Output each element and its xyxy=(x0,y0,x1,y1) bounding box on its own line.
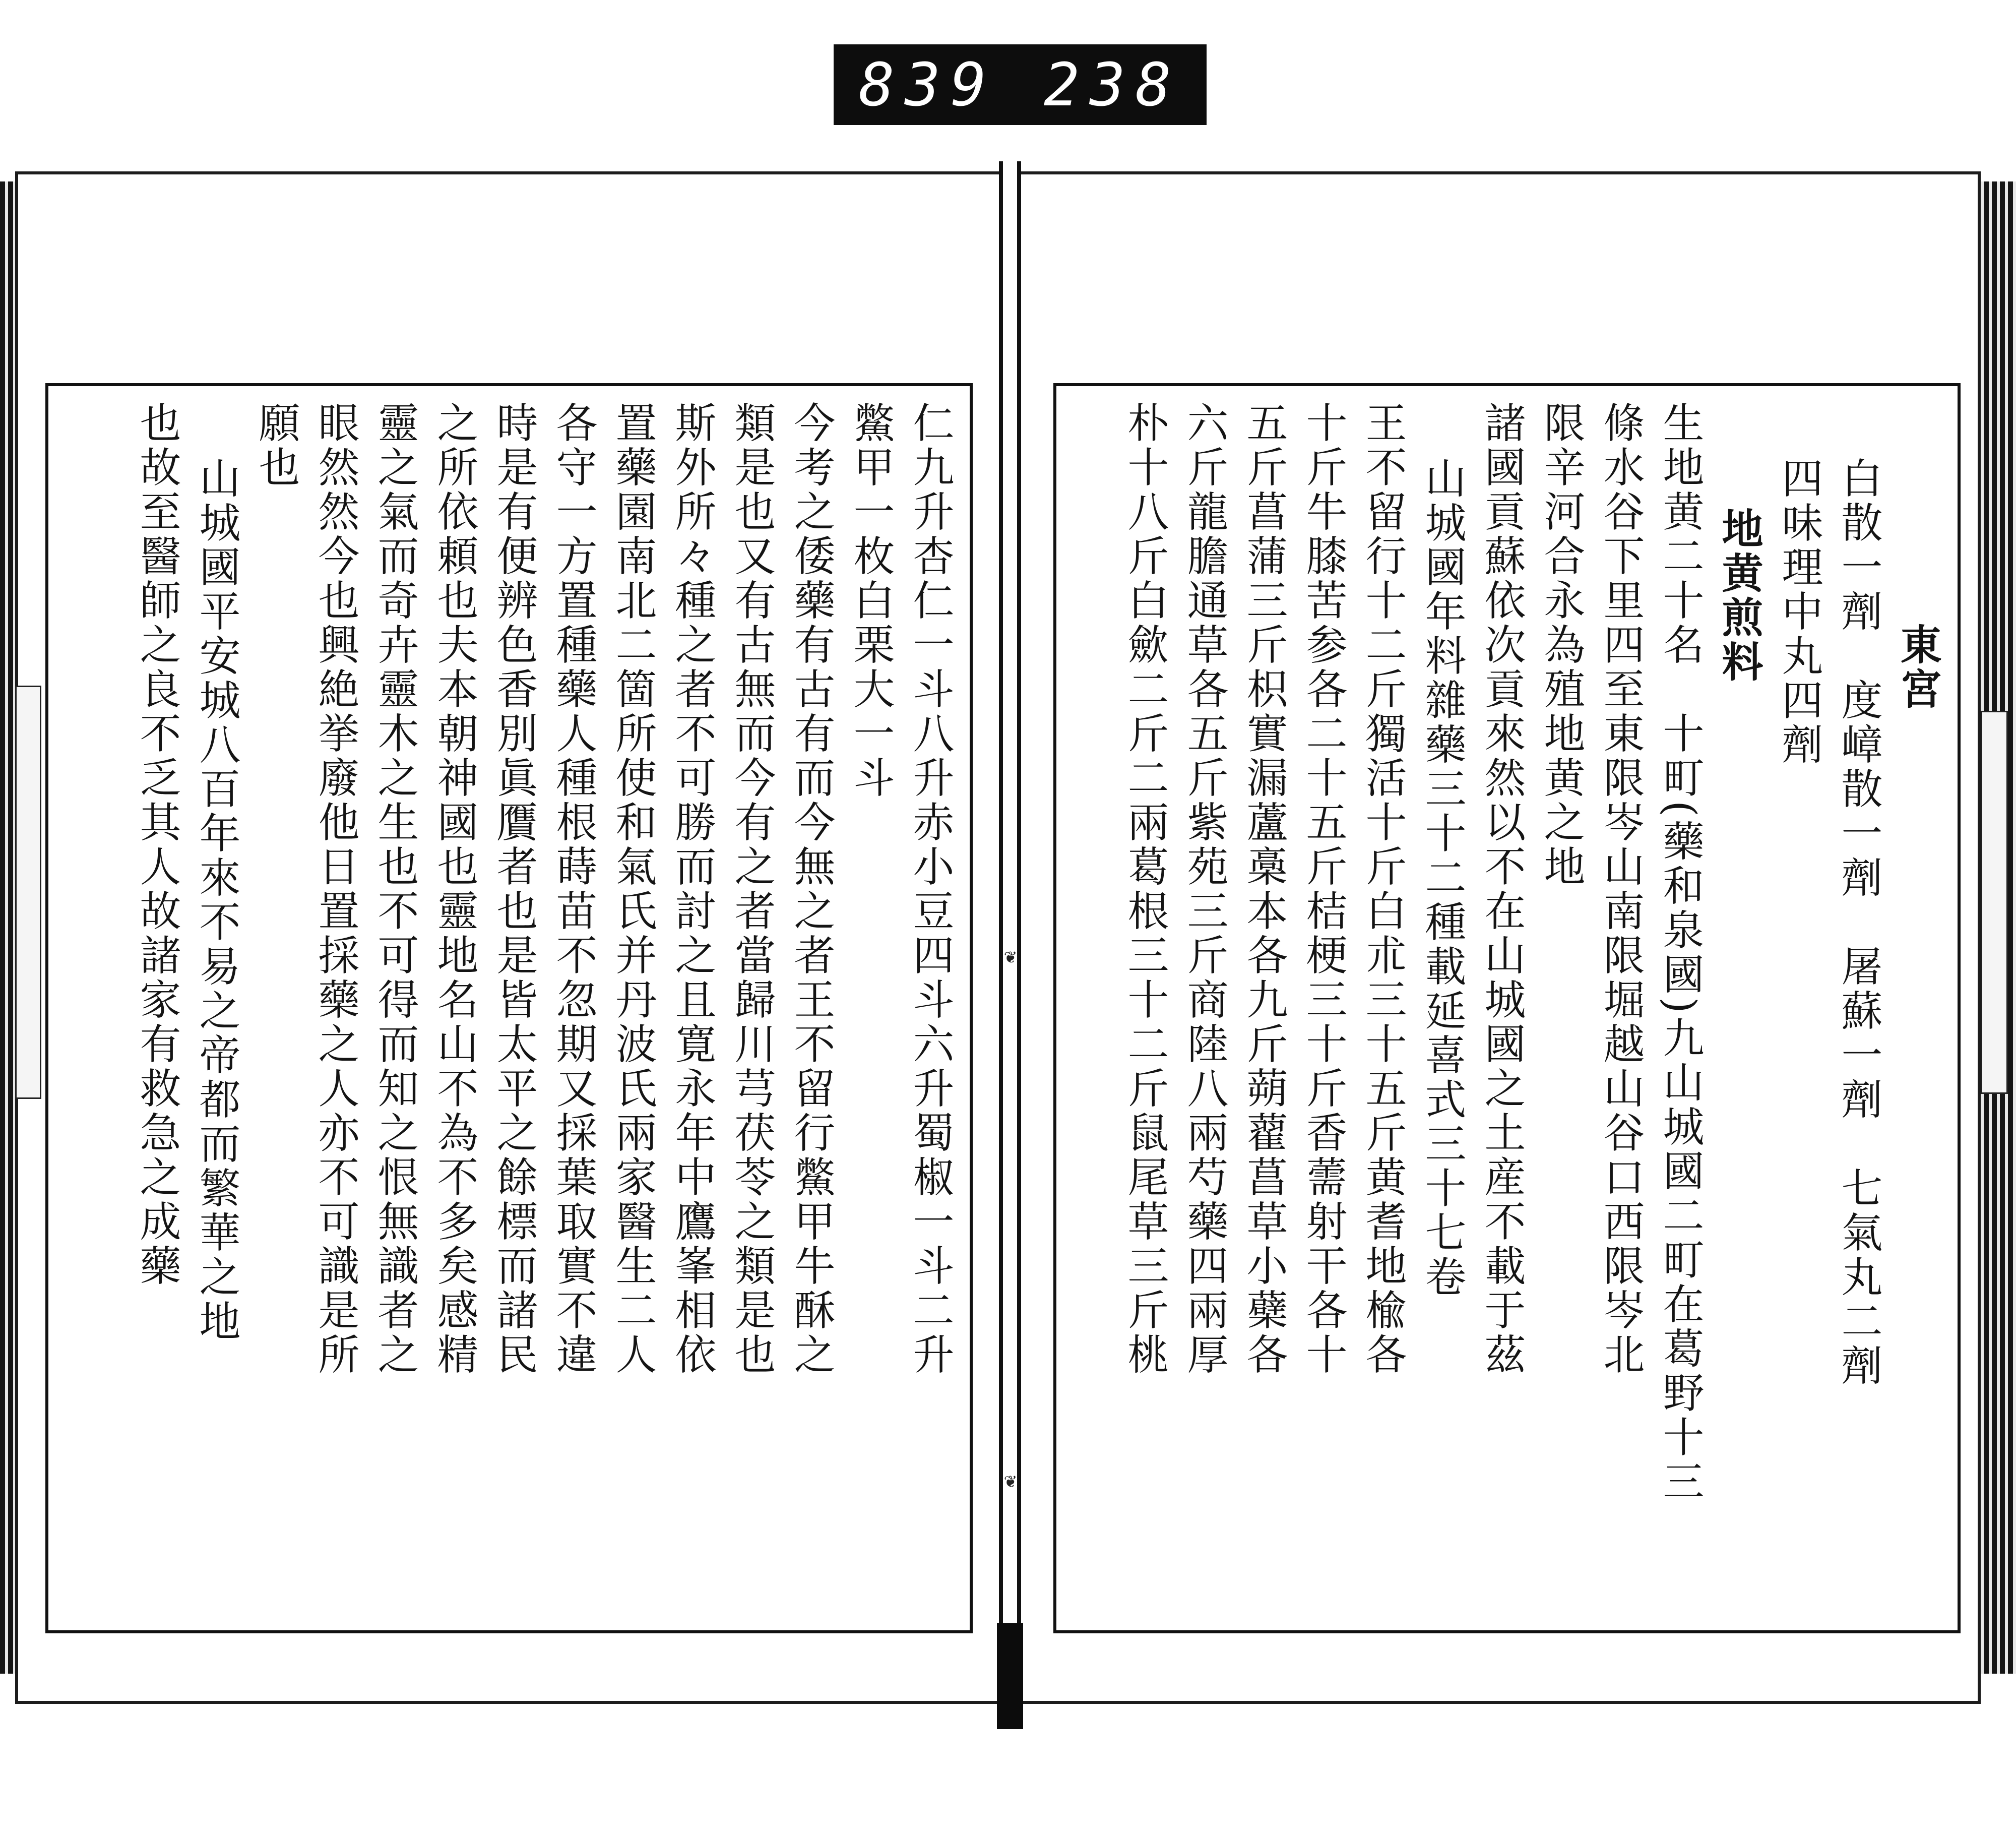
text-column: 四味理中丸四劑 xyxy=(1775,457,1823,767)
text-column: 限辛河合永為殖地黄之地 xyxy=(1537,401,1585,889)
text-column: 山城國年料雜藥三十二種載延喜式三十七卷 xyxy=(1418,457,1466,1300)
text-column: 六斤龍膽通草各五斤紫苑三斤商陸八兩芍藥四兩厚 xyxy=(1180,401,1228,1377)
catalog-number-label xyxy=(834,44,1207,125)
text-column: 仁九升杏仁一斗八升赤小豆四斗六升蜀椒一斗二升 xyxy=(906,401,954,1377)
text-column: 類是也又有古無而今有之者當歸川芎茯苓之類是也 xyxy=(728,401,776,1377)
right-page-columns xyxy=(1066,401,1947,1615)
spine-ornament-icon: ❦ xyxy=(1003,1472,1018,1491)
left-page-fore-edge-tab xyxy=(15,686,41,1099)
text-column: 願也 xyxy=(252,401,300,490)
catalog-number-left: 839 xyxy=(859,50,997,119)
text-column: 眼然然今也興絶挙廢他日置採藥之人亦不可識是所 xyxy=(311,401,359,1377)
text-column: 十斤牛膝苦参各二十五斤桔梗三十斤香薷射干各十 xyxy=(1299,401,1347,1377)
binding-cord xyxy=(997,1623,1023,1729)
text-column: 生地黄二十名 十町(藥和泉國)九山城國二町在葛野十三 xyxy=(1656,401,1704,1504)
spine-ornament-icon: ❦ xyxy=(1003,948,1018,967)
text-column: 地黄煎料 xyxy=(1715,507,1763,685)
right-page-text-frame xyxy=(1053,383,1961,1633)
text-column: 朴十八斤白歛二斤二兩葛根三十二斤鼠尾草三斤桃 xyxy=(1121,401,1169,1377)
text-column: 各守一方置種藥人種根蒔苗不忽期又採葉取實不違 xyxy=(549,401,597,1377)
text-column: 五斤菖蒲三斤枳實漏蘆槀本各九斤蒴藋菖草小蘗各 xyxy=(1240,401,1288,1377)
text-column: 諸國貢蘇依次貢來然以不在山城國之土産不載于茲 xyxy=(1478,401,1526,1377)
text-column: 置藥園南北二箇所使和氣氏并丹波氏兩家醫生二人 xyxy=(609,401,657,1377)
left-page-text-frame xyxy=(45,383,973,1633)
text-column: 東宮 xyxy=(1894,623,1942,712)
text-column: 條水谷下里四至東限岑山南限堀越山谷口西限岑北 xyxy=(1597,401,1645,1377)
text-column: 之所依頼也夫本朝神國也靈地名山不為不多矣感精 xyxy=(430,401,478,1377)
text-column: 今考之倭藥有古有而今無之者王不留行鱉甲牛酥之 xyxy=(787,401,835,1377)
text-column: 王不留行十二斤獨活十斤白朮三十五斤黄耆地楡各 xyxy=(1359,401,1407,1377)
text-column: 山城國平安城八百年來不易之帝都而繁華之地 xyxy=(193,457,240,1344)
right-page-fore-edge-tab xyxy=(1981,711,2008,1094)
text-column: 斯外所々種之者不可勝而討之且寛永年中鷹峯相依 xyxy=(668,401,716,1377)
catalog-number-right: 238 xyxy=(1043,50,1181,119)
text-column: 白散一劑 度嶂散一劑 屠蘇一劑 七氣丸二劑 xyxy=(1835,457,1882,1388)
text-column: 時是有便辨色香別眞贋者也是皆太平之餘標而諸民 xyxy=(490,401,538,1377)
text-column: 靈之氣而奇卉靈木之生也不可得而知之恨無識者之 xyxy=(371,401,419,1377)
text-column: 也故至醫師之良不乏其人故諸家有救急之成藥 xyxy=(133,401,181,1289)
left-page-columns xyxy=(58,401,960,1615)
open-book xyxy=(0,161,2016,1732)
text-column: 鱉甲一枚白栗大一斗 xyxy=(847,401,895,801)
